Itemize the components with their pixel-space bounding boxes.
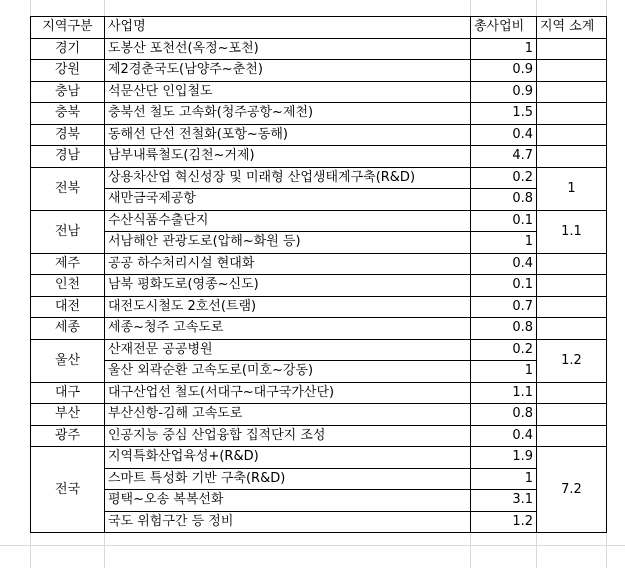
- project-cell[interactable]: 충북선 철도 고속화(청주공항~제천): [105, 103, 471, 125]
- total-cell[interactable]: 0.1: [471, 275, 537, 297]
- project-cell[interactable]: 공공 하수처리시설 현대화: [105, 253, 471, 275]
- table-row: [31, 490, 607, 512]
- table-row: [31, 468, 607, 490]
- region-cell[interactable]: 대전: [31, 296, 105, 318]
- total-cell[interactable]: 0.4: [471, 425, 537, 447]
- table-row: [31, 511, 607, 533]
- total-cell[interactable]: 1: [471, 232, 537, 254]
- total-cell[interactable]: 1: [471, 38, 537, 60]
- project-cell[interactable]: 세종~청주 고속도로: [105, 318, 471, 340]
- table-row: [31, 167, 607, 189]
- project-cell[interactable]: 남북 평화도로(영종~신도): [105, 275, 471, 297]
- project-cell[interactable]: 평택~오송 복복선화: [105, 490, 471, 512]
- region-cell[interactable]: 전북: [31, 167, 105, 210]
- subtotal-cell[interactable]: [537, 60, 607, 82]
- header-total[interactable]: 총사업비: [471, 17, 537, 39]
- region-cell[interactable]: 경남: [31, 146, 105, 168]
- project-cell[interactable]: 산재전문 공공병원: [105, 339, 471, 361]
- region-cell[interactable]: 세종: [31, 318, 105, 340]
- subtotal-cell[interactable]: [537, 382, 607, 404]
- header-row: [31, 17, 607, 39]
- project-cell[interactable]: 대구산업선 철도(서대구~대구국가산단): [105, 382, 471, 404]
- subtotal-cell[interactable]: 1.1: [537, 210, 607, 253]
- total-cell[interactable]: 4.7: [471, 146, 537, 168]
- total-cell[interactable]: 1.5: [471, 103, 537, 125]
- total-cell[interactable]: 0.9: [471, 81, 537, 103]
- table-row: [31, 425, 607, 447]
- project-cell[interactable]: 스마트 특성화 기반 구축(R&D): [105, 468, 471, 490]
- total-cell[interactable]: 1.2: [471, 511, 537, 533]
- gridline: [0, 545, 625, 546]
- table-row: [31, 447, 607, 469]
- region-cell[interactable]: 광주: [31, 425, 105, 447]
- total-cell[interactable]: 0.2: [471, 339, 537, 361]
- subtotal-cell[interactable]: [537, 318, 607, 340]
- subtotal-cell[interactable]: [537, 275, 607, 297]
- total-cell[interactable]: 0.9: [471, 60, 537, 82]
- subtotal-cell[interactable]: [537, 253, 607, 275]
- region-cell[interactable]: 전남: [31, 210, 105, 253]
- subtotal-cell[interactable]: [537, 81, 607, 103]
- table-row: [31, 404, 607, 426]
- project-cell[interactable]: 국도 위험구간 등 정비: [105, 511, 471, 533]
- project-cell[interactable]: 인공지능 중심 산업융합 집적단지 조성: [105, 425, 471, 447]
- project-cell[interactable]: 울산 외곽순환 고속도로(미호~강동): [105, 361, 471, 383]
- project-cell[interactable]: 부산신항-김해 고속도로: [105, 404, 471, 426]
- table-row: [31, 146, 607, 168]
- project-cell[interactable]: 새만금국제공항: [105, 189, 471, 211]
- subtotal-cell[interactable]: [537, 38, 607, 60]
- table-row: [31, 232, 607, 254]
- region-cell[interactable]: 제주: [31, 253, 105, 275]
- header-subtotal[interactable]: 지역 소계: [537, 17, 607, 39]
- project-cell[interactable]: 동해선 단선 전철화(포항~동해): [105, 124, 471, 146]
- table-row: [31, 318, 607, 340]
- total-cell[interactable]: 0.4: [471, 124, 537, 146]
- subtotal-cell[interactable]: [537, 146, 607, 168]
- region-cell[interactable]: 인천: [31, 275, 105, 297]
- region-cell[interactable]: 대구: [31, 382, 105, 404]
- project-cell[interactable]: 상용차산업 혁신성장 및 미래형 산업생태계구축(R&D): [105, 167, 471, 189]
- subtotal-cell[interactable]: 1: [537, 167, 607, 210]
- project-cell[interactable]: 서남해안 관광도로(압해~화원 등): [105, 232, 471, 254]
- total-cell[interactable]: 3.1: [471, 490, 537, 512]
- table-row: [31, 253, 607, 275]
- total-cell[interactable]: 0.2: [471, 167, 537, 189]
- subtotal-cell[interactable]: [537, 103, 607, 125]
- table-row: [31, 382, 607, 404]
- subtotal-cell[interactable]: 7.2: [537, 447, 607, 533]
- total-cell[interactable]: 0.1: [471, 210, 537, 232]
- total-cell[interactable]: 1.1: [471, 382, 537, 404]
- table-row: [31, 210, 607, 232]
- region-cell[interactable]: 부산: [31, 404, 105, 426]
- region-cell[interactable]: 전국: [31, 447, 105, 533]
- table-row: [31, 189, 607, 211]
- total-cell[interactable]: 1: [471, 468, 537, 490]
- project-cell[interactable]: 제2경춘국도(남양주~춘천): [105, 60, 471, 82]
- table-row: [31, 339, 607, 361]
- region-cell[interactable]: 경기: [31, 38, 105, 60]
- subtotal-cell[interactable]: [537, 425, 607, 447]
- table-row: [31, 103, 607, 125]
- table-row: [31, 124, 607, 146]
- total-cell[interactable]: 0.8: [471, 189, 537, 211]
- subtotal-cell[interactable]: 1.2: [537, 339, 607, 382]
- table-row: [31, 38, 607, 60]
- project-cell[interactable]: 수산식품수출단지: [105, 210, 471, 232]
- total-cell[interactable]: 0.8: [471, 318, 537, 340]
- total-cell[interactable]: 1.9: [471, 447, 537, 469]
- total-cell[interactable]: 1: [471, 361, 537, 383]
- total-cell[interactable]: 0.8: [471, 404, 537, 426]
- table-row: [31, 296, 607, 318]
- project-cell[interactable]: 도봉산 포천선(옥정~포천): [105, 38, 471, 60]
- table-row: [31, 361, 607, 383]
- budget-table: [30, 16, 607, 533]
- header-project[interactable]: 사업명: [105, 17, 471, 39]
- subtotal-cell[interactable]: [537, 124, 607, 146]
- project-cell[interactable]: 대전도시철도 2호선(트램): [105, 296, 471, 318]
- total-cell[interactable]: 0.7: [471, 296, 537, 318]
- region-cell[interactable]: 경북: [31, 124, 105, 146]
- project-cell[interactable]: 남부내륙철도(김천~거제): [105, 146, 471, 168]
- table-row: [31, 81, 607, 103]
- subtotal-cell[interactable]: [537, 404, 607, 426]
- header-region[interactable]: 지역구분: [31, 17, 105, 39]
- table-row: [31, 60, 607, 82]
- region-cell[interactable]: 충북: [31, 103, 105, 125]
- region-cell[interactable]: 충남: [31, 81, 105, 103]
- table-row: [31, 275, 607, 297]
- region-cell[interactable]: 울산: [31, 339, 105, 382]
- region-cell[interactable]: 강원: [31, 60, 105, 82]
- project-cell[interactable]: 지역특화산업육성+(R&D): [105, 447, 471, 469]
- subtotal-cell[interactable]: [537, 296, 607, 318]
- project-cell[interactable]: 석문산단 인입철도: [105, 81, 471, 103]
- total-cell[interactable]: 0.4: [471, 253, 537, 275]
